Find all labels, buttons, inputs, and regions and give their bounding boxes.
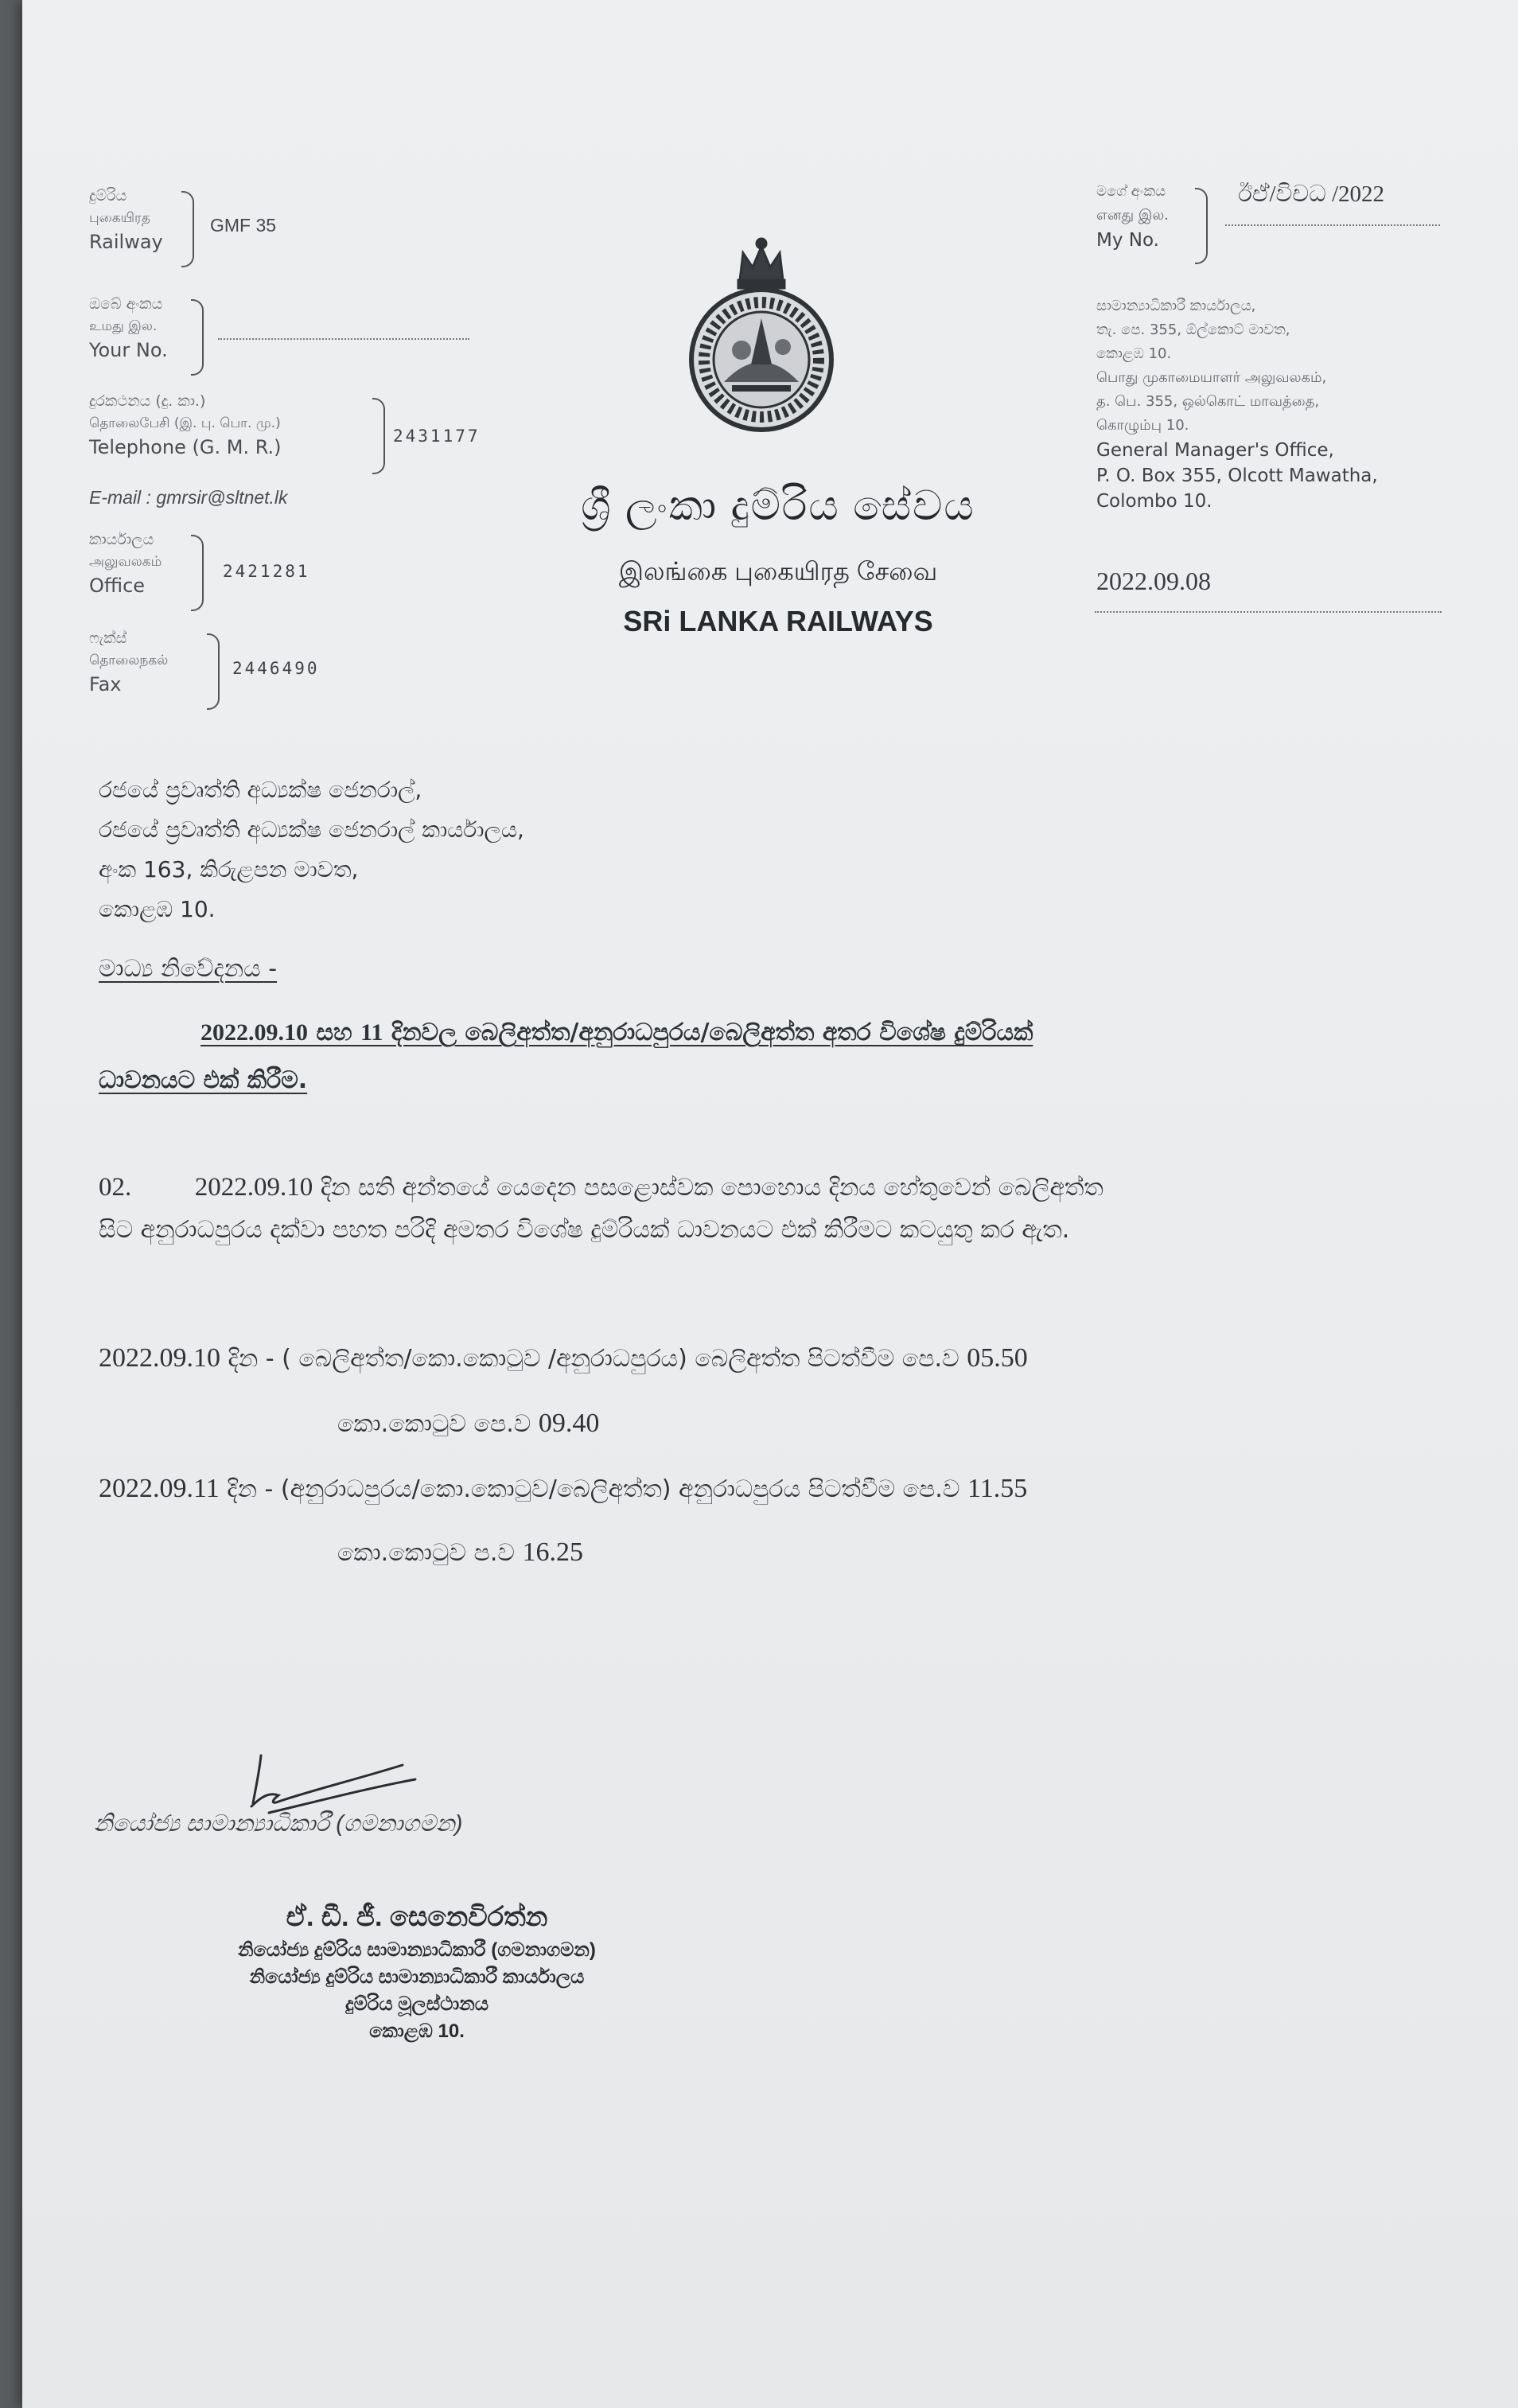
schedule-2-label: දින - (අනුරාධපුරය/කො.කොටුව/බෙලිඅත්ත) අනුරාධපුරය පිටත්වීම පෙ.ව (219, 1475, 967, 1503)
schedule-row-2 (99, 1474, 1027, 1504)
schedule-row-1 (99, 1343, 1028, 1373)
address-si-line-2: තැ. පෙ. 355, ඕල්කොට් මාවත, (1096, 321, 1290, 338)
signatory-designation: නියෝජ්‍ය සාමාන්‍යාධිකාරී (ගමනාගමන) (94, 1811, 463, 1837)
address-en-line-3: Colombo 10. (1096, 491, 1212, 512)
stamp-title: නියෝජ්‍ය දුම්රිය සාමාන්‍යාධිකාරී (ගමනාගමන) (238, 1939, 596, 1961)
recipient-line-4: කොළඹ 10. (99, 896, 216, 922)
document-page (22, 0, 1518, 2408)
fax-block (89, 627, 168, 697)
my-no-brace (1195, 188, 1208, 264)
address-block (1096, 294, 1378, 514)
schedule-1-sub-time: 09.40 (538, 1409, 600, 1438)
address-en-line-1: General Manager's Office, (1096, 440, 1334, 461)
railway-code: GMF 35 (210, 215, 277, 236)
railway-label-ta: புகையிரத (89, 210, 150, 226)
telephone-label-ta: தொலைபேசி (இ. பு. பொ. மு.) (89, 415, 281, 431)
subject-line-2: ධාවනයට එක් කිරීම. (99, 1066, 308, 1094)
office-label-si: කාර්යාලය (89, 531, 154, 548)
schedule-row-1-arrival (337, 1409, 599, 1439)
paragraph-line-2: සිට අනුරාධපුරය දක්වා පහත පරිදි අමතර විශේෂ දුම්රියක් ධාවනයට එක් කිරීමට කටයුතු කර ඇත. (99, 1216, 1070, 1244)
paragraph-date: 2022.09.10 (194, 1173, 313, 1202)
telephone-block (89, 390, 282, 460)
address-en-line-2: P. O. Box 355, Olcott Mawatha, (1096, 466, 1378, 486)
schedule-1-sub-label: කො.කොටුව පෙ.ව (337, 1410, 539, 1438)
address-si-line-3: කොළඹ 10. (1096, 345, 1172, 362)
your-no-label-ta: உமது இல. (89, 318, 158, 334)
schedule-1-time: 05.50 (967, 1343, 1028, 1373)
fax-brace (207, 633, 220, 710)
office-label-ta: அலுவலகம் (89, 554, 162, 570)
paragraph-text-1: දින සති අන්තයේ යෙදෙන පසළොස්වක පොහොය දිනය හේතුවෙන් බෙලිඅත්ත (313, 1174, 1103, 1202)
subject-rest: දිනවල බෙලිඅත්ත/අනුරාධපුරය/බෙලිඅත්ත අතර විශේෂ දුම්රියක් (383, 1019, 1033, 1046)
subject-line-1 (200, 1019, 1033, 1046)
my-no-label-en: My No. (1096, 230, 1159, 251)
address-si-line-1: සාමාන්‍යාධිකාරී කාර්යාලය, (1096, 298, 1256, 314)
subject-day-11: 11 (360, 1019, 383, 1046)
official-stamp (170, 1897, 664, 2045)
my-no-underline (1225, 224, 1440, 226)
railway-block (89, 185, 163, 255)
recipient-line-2: රජයේ ප්‍රවෘත්ති අධ්‍යක්ෂ ජෙනරාල් කාර්යාලය, (99, 816, 524, 843)
stamp-name: ඒ. ඩී. ජී. සෙනෙවිරත්න (286, 1902, 548, 1932)
address-ta-line-3: கொழும்பு 10. (1096, 417, 1189, 434)
stamp-city: කොළඹ 10. (369, 2020, 465, 2042)
railway-brace (181, 191, 194, 267)
office-label-en: Office (89, 575, 146, 597)
schedule-1-date: 2022.09.10 (99, 1343, 220, 1373)
recipient-address (99, 770, 524, 929)
my-no-label-ta: எனது இல. (1096, 207, 1170, 224)
stamp-hq: දුම්රිය මූලස්ථානය (344, 1993, 489, 2015)
paragraph-line-1 (99, 1173, 1103, 1202)
your-no-label-si: ඔබේ අංකය (89, 295, 163, 313)
letter-date: 2022.09.08 (1096, 567, 1211, 595)
address-ta-line-1: பொது முகாமையாளர் அலுவலகம், (1096, 369, 1327, 386)
emblem-icon (684, 223, 839, 433)
media-release-heading: මාධ්‍ය නිවේදනය - (99, 955, 278, 983)
subject-date: 2022.09.10 (200, 1019, 308, 1046)
title-tamil: இலங்கை புகையிரத சேவை (618, 557, 938, 586)
schedule-2-date: 2022.09.11 (99, 1474, 220, 1503)
schedule-2-time: 11.55 (967, 1474, 1028, 1503)
railway-emblem (684, 223, 839, 433)
schedule-1-label: දින - ( බෙලිඅත්ත/කො.කොටුව /අනුරාධපුරය) බෙලිඅත්ත පිටත්වීම පෙ.ව (220, 1345, 967, 1373)
telephone-label-en: Telephone (G. M. R.) (89, 436, 282, 458)
office-number: 2421281 (223, 562, 310, 581)
recipient-line-3: අංක 163, කිරුළපන මාවත, (99, 856, 359, 883)
office-block (89, 528, 162, 598)
your-no-brace (191, 299, 204, 376)
recipient-line-1: රජයේ ප්‍රවෘත්ති අධ්‍යක්ෂ ජෙනරාල්, (99, 777, 422, 803)
fax-label-ta: தொலைநகல் (89, 653, 169, 668)
telephone-brace (372, 398, 385, 474)
office-brace (191, 535, 204, 611)
your-no-blank-line (218, 338, 469, 340)
your-no-label-en: Your No. (89, 339, 168, 361)
your-no-block (89, 293, 168, 363)
my-no-block (1096, 180, 1169, 253)
subject-and: සහ (308, 1019, 361, 1046)
railway-label-si: දුම්රිය (89, 187, 127, 205)
telephone-number: 2431177 (393, 427, 481, 446)
fax-number: 2446490 (232, 659, 320, 678)
schedule-row-2-arrival (337, 1537, 583, 1568)
address-ta-line-2: த. பெ. 355, ஒல்கொட் மாவத்தை, (1096, 393, 1320, 410)
title-sinhala: ශ්‍රී ලංකා දුම්රිය සේවය (581, 483, 975, 529)
railway-label-en: Railway (89, 231, 163, 253)
date-underline (1095, 611, 1442, 613)
stamp-office: නියෝජ්‍ය දුම්රිය සාමාන්‍යාධිකාරී කාර්යාලය (249, 1966, 585, 1988)
paragraph-number: 02. (99, 1173, 132, 1202)
my-no-label-si: මගේ අංකය (1096, 183, 1166, 200)
schedule-2-sub-time: 16.25 (522, 1537, 583, 1567)
email-line: E-mail : gmrsir@sltnet.lk (89, 487, 288, 508)
fax-label-en: Fax (89, 673, 122, 696)
schedule-2-sub-label: කො.කොටුව ප.ව (337, 1539, 523, 1567)
telephone-label-si: දුරකථනය (දු. කා.) (89, 392, 206, 410)
fax-label-si: ෆැක්ස් (89, 629, 127, 647)
my-no-value: ඊඒ/විචධ /2022 (1238, 181, 1385, 207)
title-english: SRi LANKA RAILWAYS (623, 605, 933, 637)
